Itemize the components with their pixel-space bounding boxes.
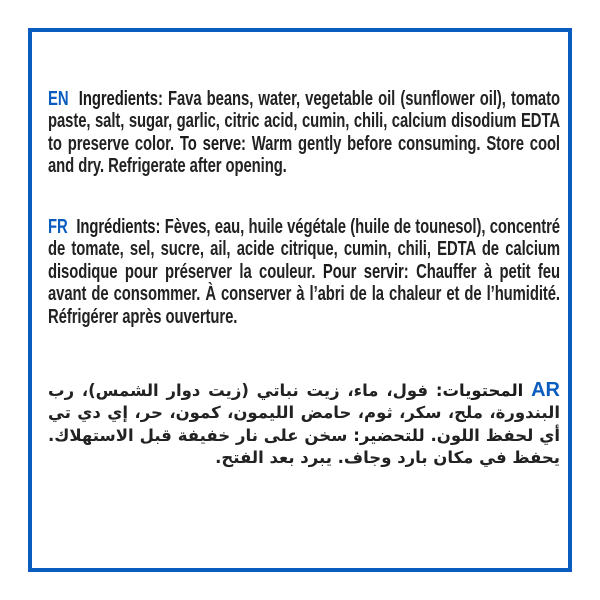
section-en <box>48 88 560 202</box>
serve-label-ar: للتحضير: <box>353 425 425 445</box>
serve-label-fr: Pour servir: <box>322 260 409 283</box>
ingredients-label-en: Ingredients: <box>78 88 163 110</box>
ingredients-label-ar: المحتويات: <box>435 381 524 400</box>
language-code-en: EN <box>48 88 69 110</box>
serve-text-en: Warm gently before consuming. Store cool and dry. Refrigerate after opening. <box>48 132 560 178</box>
section-fr <box>48 216 560 373</box>
section-ar <box>48 379 560 489</box>
ingredients-text-ar: فول، ماء، زيت نباتي (زيت دوار الشمس)، رب البندورة، ملح، سكر، ثوم، حامض الليمون، كمون، حر، إي دي تي أي لحفظ اللون. <box>48 381 560 445</box>
serve-text-ar: سخن على نار خفيفة قبل الاستهلاك. يحفظ في مكان بارد وجاف. يبرد بعد الفتح. <box>48 425 560 468</box>
ingredients-label-fr: Ingrédients: <box>76 216 161 238</box>
ingredients-text-fr: Fèves, eau, huile végétale (huile de tounesol), concentré de tomate, sel, sucre, ail, acide citrique, cumin, chili, EDTA de calcium disodique pour préserver la couleur. <box>48 216 560 283</box>
language-code-fr: FR <box>48 216 68 238</box>
ingredients-text-en: Fava beans, water, vegetable oil (sunflower oil), tomato paste, salt, sugar, garlic, citric acid, cumin, chili, calcium disodium EDTA to preserve color. <box>48 88 560 155</box>
serve-text-fr: Chauffer à petit feu avant de consommer. À conserver à l’abri de la chaleur et de l’humidité. Réfrigérer après ouverture. <box>48 260 560 328</box>
serve-label-en: To serve: <box>179 132 246 155</box>
language-code-ar: AR <box>531 379 560 401</box>
label-frame <box>28 28 572 572</box>
ingredients-panel <box>48 88 560 489</box>
